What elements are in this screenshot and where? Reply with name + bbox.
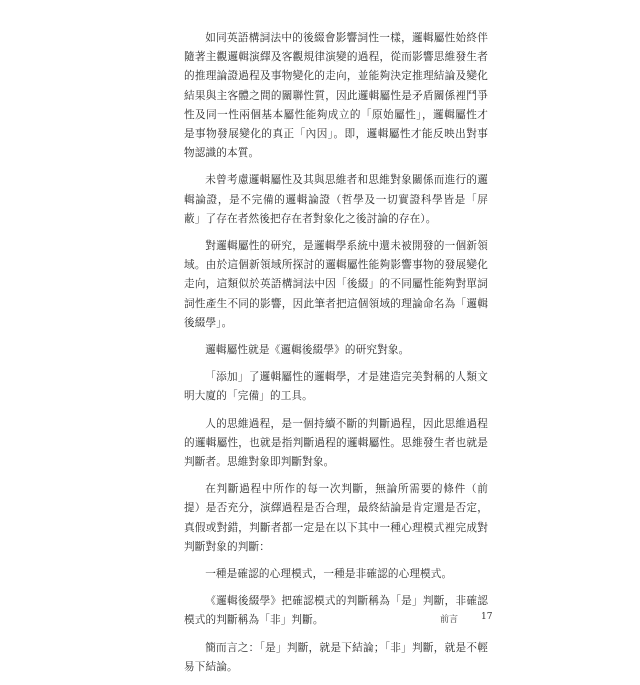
body-text — [184, 29, 488, 685]
paragraph: 《邏輯後綴學》把確認模式的判斷稱為「是」判斷，非確認模式的判斷稱為「非」判斷。 — [184, 595, 488, 627]
paragraph: 在判斷過程中所作的每一次判斷，無論所需要的條件（前提）是否充分，演繹過程是否合理，最終結論是肯定還是否定，真假或對錯，判斷者都一定是在以下其中一種心理模式裡完成對判斷對象的判斷： — [184, 483, 488, 553]
paragraph: 「添加」了邏輯屬性的邏輯學，才是建造完美對稱的人類文明大廈的「完備」的工具。 — [184, 371, 488, 403]
paragraph: 簡而言之：「是」判斷，就是下結論；「非」判斷，就是不輕易下結論。 — [184, 641, 488, 673]
page-number: 17 — [481, 612, 493, 622]
paragraph: 邏輯屬性就是《邏輯後綴學》的研究對象。 — [205, 344, 410, 357]
paragraph: 一種是確認的心理模式，一種是非確認的心理模式。 — [205, 568, 453, 581]
paragraph: 如同英語構詞法中的後綴會影響詞性一樣，邏輯屬性始終伴隨著主觀邏輯演繹及客觀規律演變的過程，從而影響思維發生者的推理論證過程及事物變化的走向，並能夠決定推理結論及變化結果與主客體之間的關聯性質，因此邏輯屬性是矛盾關係裡鬥爭性及同一性兩個基本屬性能夠成立的「原始屬性」，邏輯屬性才是事物發展變化的真正「內因」。即，邏輯屬性才能反映出對事物認識的本質。 — [184, 32, 488, 160]
paragraph: 人的思維過程，是一個持續不斷的判斷過程，因此思維過程的邏輯屬性，也就是指判斷過程的邏輯屬性。思維發生者也就是判斷者。思維對象即判斷對象。 — [184, 417, 488, 469]
page-footer — [0, 612, 640, 626]
paragraph: 對邏輯屬性的研究，是邏輯學系統中還未被開發的一個新領域。由於這個新領域所探討的邏輯屬性能夠影響事物的發展變化走向，這類似於英語構詞法中因「後綴」的不同屬性能夠對單詞詞性產生不同的影響，因此筆者把這個領域的理論命名為「邏輯後綴學」。 — [184, 240, 488, 329]
paragraph: 未曾考慮邏輯屬性及其與思維者和思維對象關係而進行的邏輯論證，是不完備的邏輯論證（哲學及一切實證科學皆是「屏蔽」了存在者然後把存在者對象化之後討論的存在）。 — [184, 174, 488, 225]
running-footer-section: 前言 — [440, 615, 459, 625]
